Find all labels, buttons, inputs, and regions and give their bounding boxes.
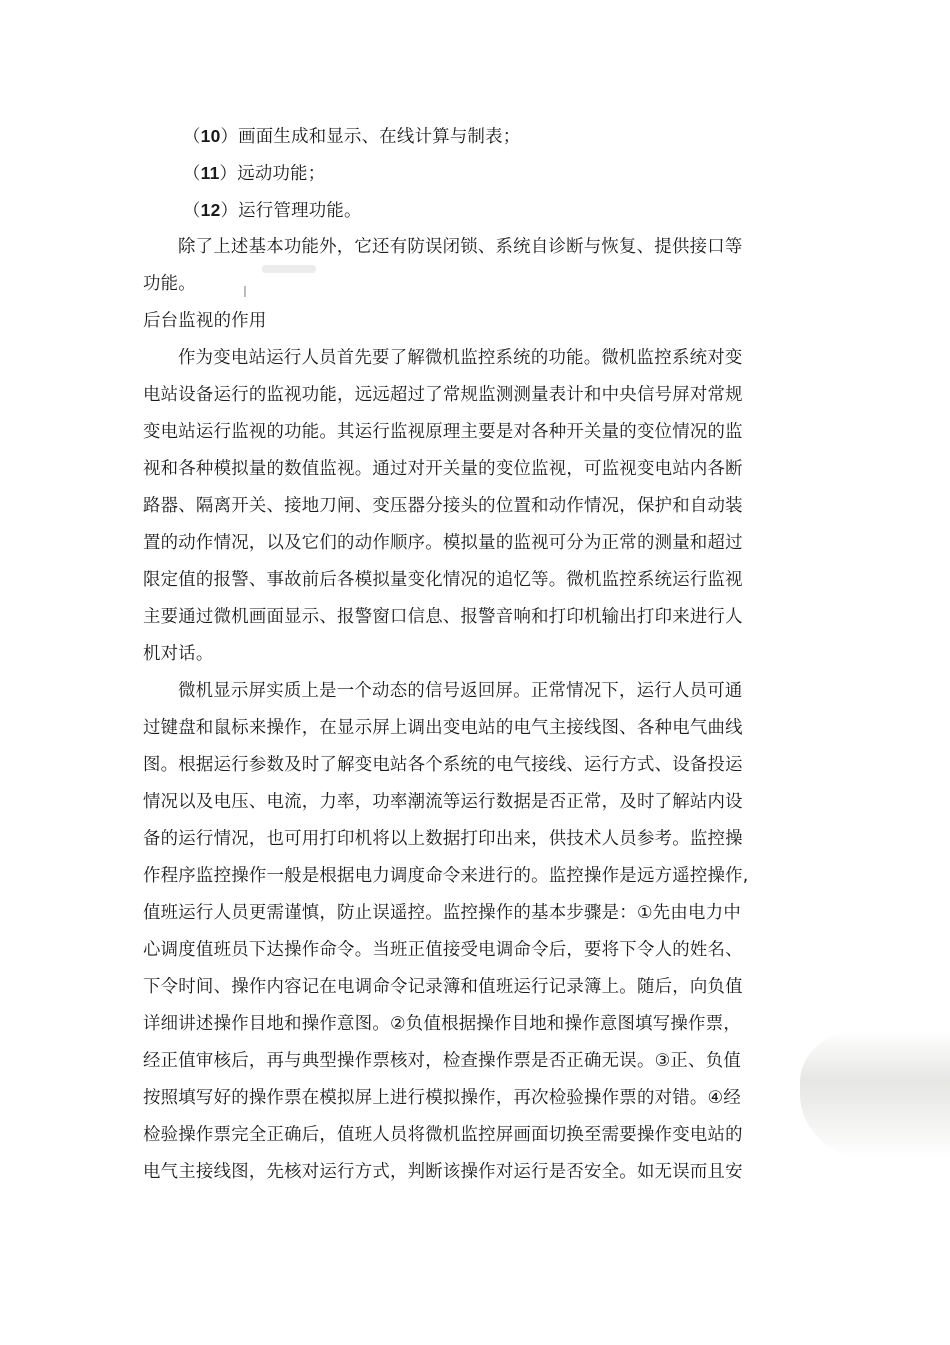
paragraph-line: 值班运行人员更需谨慎，防止误遥控。监控操作的基本步骤是：①先由电力中 [143, 903, 741, 923]
paragraph-line: 功能。 [143, 274, 196, 294]
paragraph-line: 主要通过微机画面显示、报警窗口信息、报警音响和打印机输出打印来进行人 [143, 607, 743, 627]
paragraph-line: 路器、隔离开关、接地刀闸、变压器分接头的位置和动作情况，保护和自动装 [143, 496, 743, 516]
paragraph-line: 情况以及电压、电流，力率，功率潮流等运行数据是否正常，及时了解站内设 [143, 792, 743, 812]
paren-open: （ [183, 164, 201, 184]
list-item-12 [143, 192, 755, 229]
paren-close: ） [220, 127, 239, 147]
paragraph-line: 限定值的报警、事故前后各模拟量变化情况的追忆等。微机监控系统运行监视 [143, 570, 743, 590]
paren-close: ） [220, 201, 239, 221]
paragraph-line: 视和各种模拟量的数值监视。通过对开关量的变位监视，可监视变电站内各断 [143, 459, 743, 479]
list-text: 画面生成和显示、在线计算与制表； [238, 127, 521, 147]
paragraph-line: 置的动作情况，以及它们的动作顺序。模拟量的监视可分为正常的测量和超过 [143, 533, 743, 553]
paragraph-line: 作为变电站运行人员首先要了解微机监控系统的功能。微机监控系统对变 [178, 348, 743, 368]
list-number: 11 [200, 163, 220, 183]
paragraph-line: 图。根据运行参数及时了解变电站各个系统的电气接线、运行方式、设备投运 [143, 755, 743, 775]
list-number: 12 [200, 200, 221, 220]
paragraph-line: 下令时间、操作内容记在电调命令记录簿和值班运行记录簿上。随后，向负值 [143, 977, 743, 997]
paren-open: （ [183, 201, 201, 221]
list-item-11 [143, 155, 755, 192]
paren-open: （ [183, 127, 201, 147]
document-body [143, 118, 755, 1191]
paragraph-line: 机对话。 [143, 644, 214, 664]
list-text: 运行管理功能。 [238, 201, 362, 221]
paragraph-line: 变电站运行监视的功能。其运行监视原理主要是对各种开关量的变位情况的监 [143, 422, 743, 442]
paragraph-line: 除了上述基本功能外，它还有防误闭锁、系统自诊断与恢复、提供接口等 [178, 237, 743, 257]
paragraph-line: 备的运行情况，也可用打印机将以上数据打印出来，供技术人员参考。监控操 [143, 829, 743, 849]
paragraph-line: 心调度值班员下达操作命令。当班正值接受电调命令后，要将下令人的姓名、 [143, 940, 743, 960]
list-item-10 [143, 118, 755, 155]
paragraph-line: 微机显示屏实质上是一个动态的信号返回屏。正常情况下，运行人员可通 [178, 681, 743, 701]
paragraph-line: 电气主接线图，先核对运行方式，判断该操作对运行是否安全。如无误而且安 [143, 1162, 743, 1182]
paragraph-line: 按照填写好的操作票在模拟屏上进行模拟操作，再次检验操作票的对错。④经 [143, 1088, 741, 1108]
section-heading: 后台监视的作用 [143, 311, 267, 331]
paragraph-line: 过键盘和鼠标来操作，在显示屏上调出变电站的电气主接线图、各种电气曲线 [143, 718, 743, 738]
list-number: 10 [200, 126, 221, 146]
paragraph-line: 检验操作票完全正确后，值班人员将微机监控屏画面切换至需要操作变电站的 [143, 1125, 743, 1145]
paragraph-line: 作程序监控操作一般是根据电力调度命令来进行的。监控操作是远方遥控操作, [143, 866, 749, 886]
paren-close: ） [219, 164, 238, 184]
scan-smudge [800, 1030, 950, 1160]
list-text: 远动功能； [237, 164, 326, 184]
paragraph-line: 电站设备运行的监视功能，远远超过了常规监测测量表计和中央信号屏对常规 [143, 385, 743, 405]
paragraph-line: 详细讲述操作目地和操作意图。②负值根据操作目地和操作意图填写操作票， [143, 1014, 741, 1034]
paragraph-line: 经正值审核后，再与典型操作票核对，检查操作票是否正确无误。③正、负值 [143, 1051, 741, 1071]
